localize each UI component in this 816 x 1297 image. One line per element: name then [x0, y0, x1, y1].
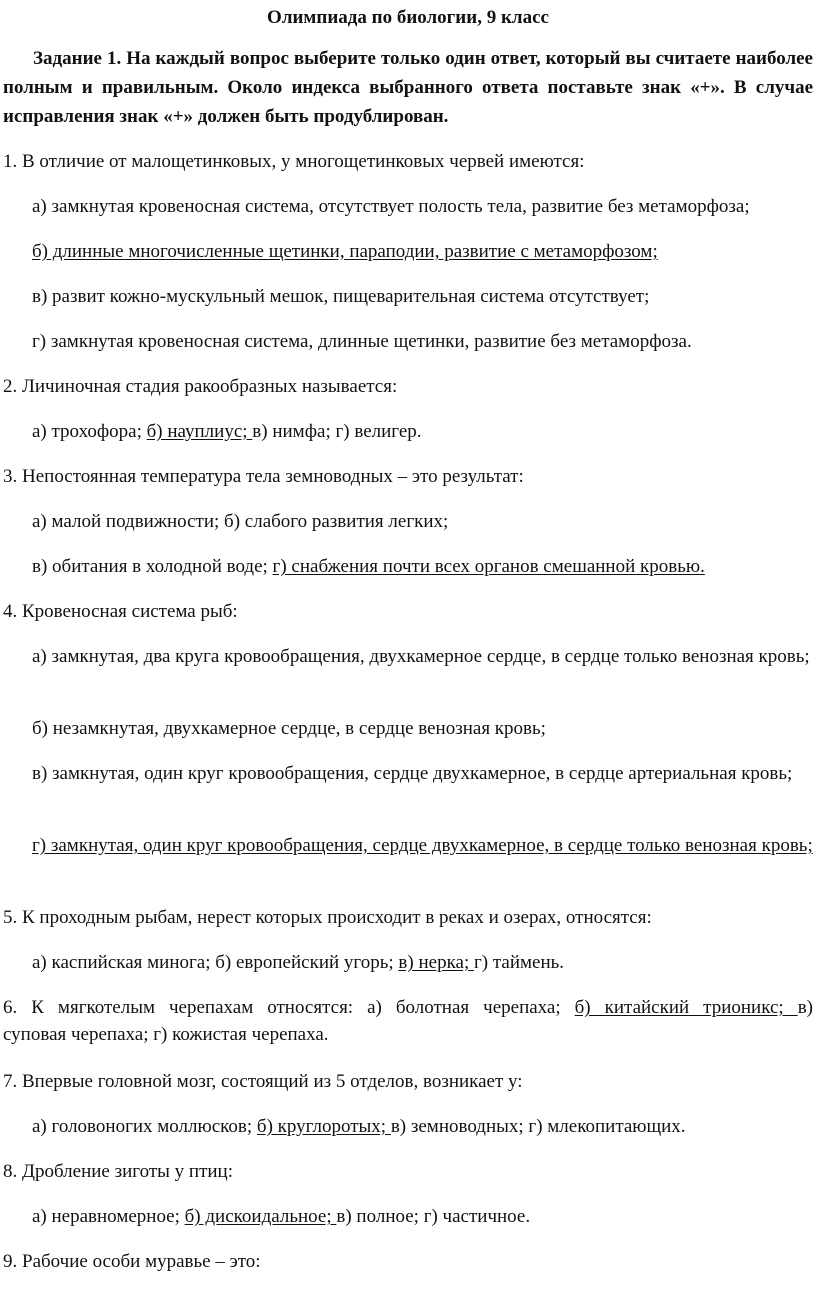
question-3: 3. Непостоянная температура тела земноводных – это результат:: [3, 466, 524, 487]
question-2-option-c: в) нимфа;: [252, 421, 336, 442]
question-7-option-b: б) круглоротых;: [256, 1116, 391, 1137]
question-7-option-a: а) головоногих моллюсков;: [32, 1116, 257, 1137]
question-5-option-c: в) нерка;: [398, 952, 474, 973]
question-4-option-a: а) замкнутая, два круга кровообращения, двухкамерное сердце, в сердце только венозная кровь;: [32, 646, 810, 667]
question-8: 8. Дробление зиготы у птиц:: [3, 1161, 233, 1182]
question-4-option-c: в) замкнутая, один круг кровообращения, сердце двухкамерное, в сердце артериальная кровь;: [32, 763, 793, 784]
question-1-option-d: г) замкнутая кровеносная система, длинные щетинки, развитие без метаморфоза.: [32, 331, 692, 352]
question-9: 9. Рабочие особи муравье – это:: [3, 1251, 261, 1272]
question-4-option-d: г) замкнутая, один круг кровообращения, сердце двухкамерное, в сердце только венозная кровь;: [32, 835, 813, 856]
question-6-text: 6. К мягкотелым черепахам относятся: а) болотная черепаха;: [3, 997, 575, 1018]
question-6-option-c: в): [797, 997, 813, 1018]
page-title: Олимпиада по биологии, 9 класс: [267, 7, 549, 28]
question-5-option-d: г) таймень.: [473, 952, 565, 973]
question-7-options: [32, 1113, 814, 1140]
question-8-options: [32, 1203, 814, 1230]
question-8-option-b: б) дискоидальное;: [184, 1206, 337, 1227]
question-2-option-a: а) трохофора;: [32, 421, 147, 442]
question-6-rest: суповая черепаха; г) кожистая черепаха.: [3, 1024, 329, 1045]
question-3-options-cd: [32, 553, 814, 580]
question-2: 2. Личиночная стадия ракообразных называется:: [3, 376, 398, 397]
question-4-option-b: б) незамкнутая, двухкамерное сердце, в сердце венозная кровь;: [32, 718, 546, 739]
question-6: [3, 994, 813, 1048]
question-1: 1. В отличие от малощетинковых, у многощетинковых червей имеются:: [3, 151, 585, 172]
question-6-line-1: [3, 994, 813, 1021]
question-2-option-b: б) науплиус;: [146, 421, 253, 442]
question-5-option-ab: а) каспийская минога; б) европейский угорь;: [32, 952, 399, 973]
question-1-option-c: в) развит кожно-мускульный мешок, пищеварительная система отсутствует;: [32, 286, 650, 307]
question-7: 7. Впервые головной мозг, состоящий из 5 отделов, возникает у:: [3, 1071, 523, 1092]
question-3-option-c: в) обитания в холодной воде;: [32, 556, 273, 577]
question-4: 4. Кровеносная система рыб:: [3, 601, 238, 622]
question-8-option-d: г) частичное.: [423, 1206, 531, 1227]
question-3-option-d: г) снабжения почти всех органов смешанной кровью.: [272, 556, 705, 577]
question-7-option-cd: в) земноводных; г) млекопитающих.: [390, 1116, 686, 1137]
task-instructions: Задание 1. На каждый вопрос выберите только один ответ, который вы считаете наиболее полным и правильным. Около индекса выбранного ответа поставьте знак «+». В случае исправления знак «+» должен быть продублирован.: [3, 48, 813, 127]
question-1-option-b: б) длинные многочисленные щетинки, параподии, развитие с метаморфозом;: [32, 241, 658, 262]
question-8-option-a: а) неравномерное;: [32, 1206, 185, 1227]
question-3-option-ab: а) малой подвижности; б) слабого развития легких;: [32, 511, 449, 532]
question-1-option-a: а) замкнутая кровеносная система, отсутствует полость тела, развитие без метаморфоза;: [32, 196, 750, 217]
question-5-options: [32, 949, 814, 976]
question-8-option-c: в) полное;: [336, 1206, 424, 1227]
question-5: 5. К проходным рыбам, нерест которых происходит в реках и озерах, относятся:: [3, 907, 652, 928]
question-2-options: [32, 418, 814, 445]
question-2-option-d: г) велигер.: [335, 421, 422, 442]
question-6-option-b: б) китайский трионикс;: [574, 997, 798, 1018]
